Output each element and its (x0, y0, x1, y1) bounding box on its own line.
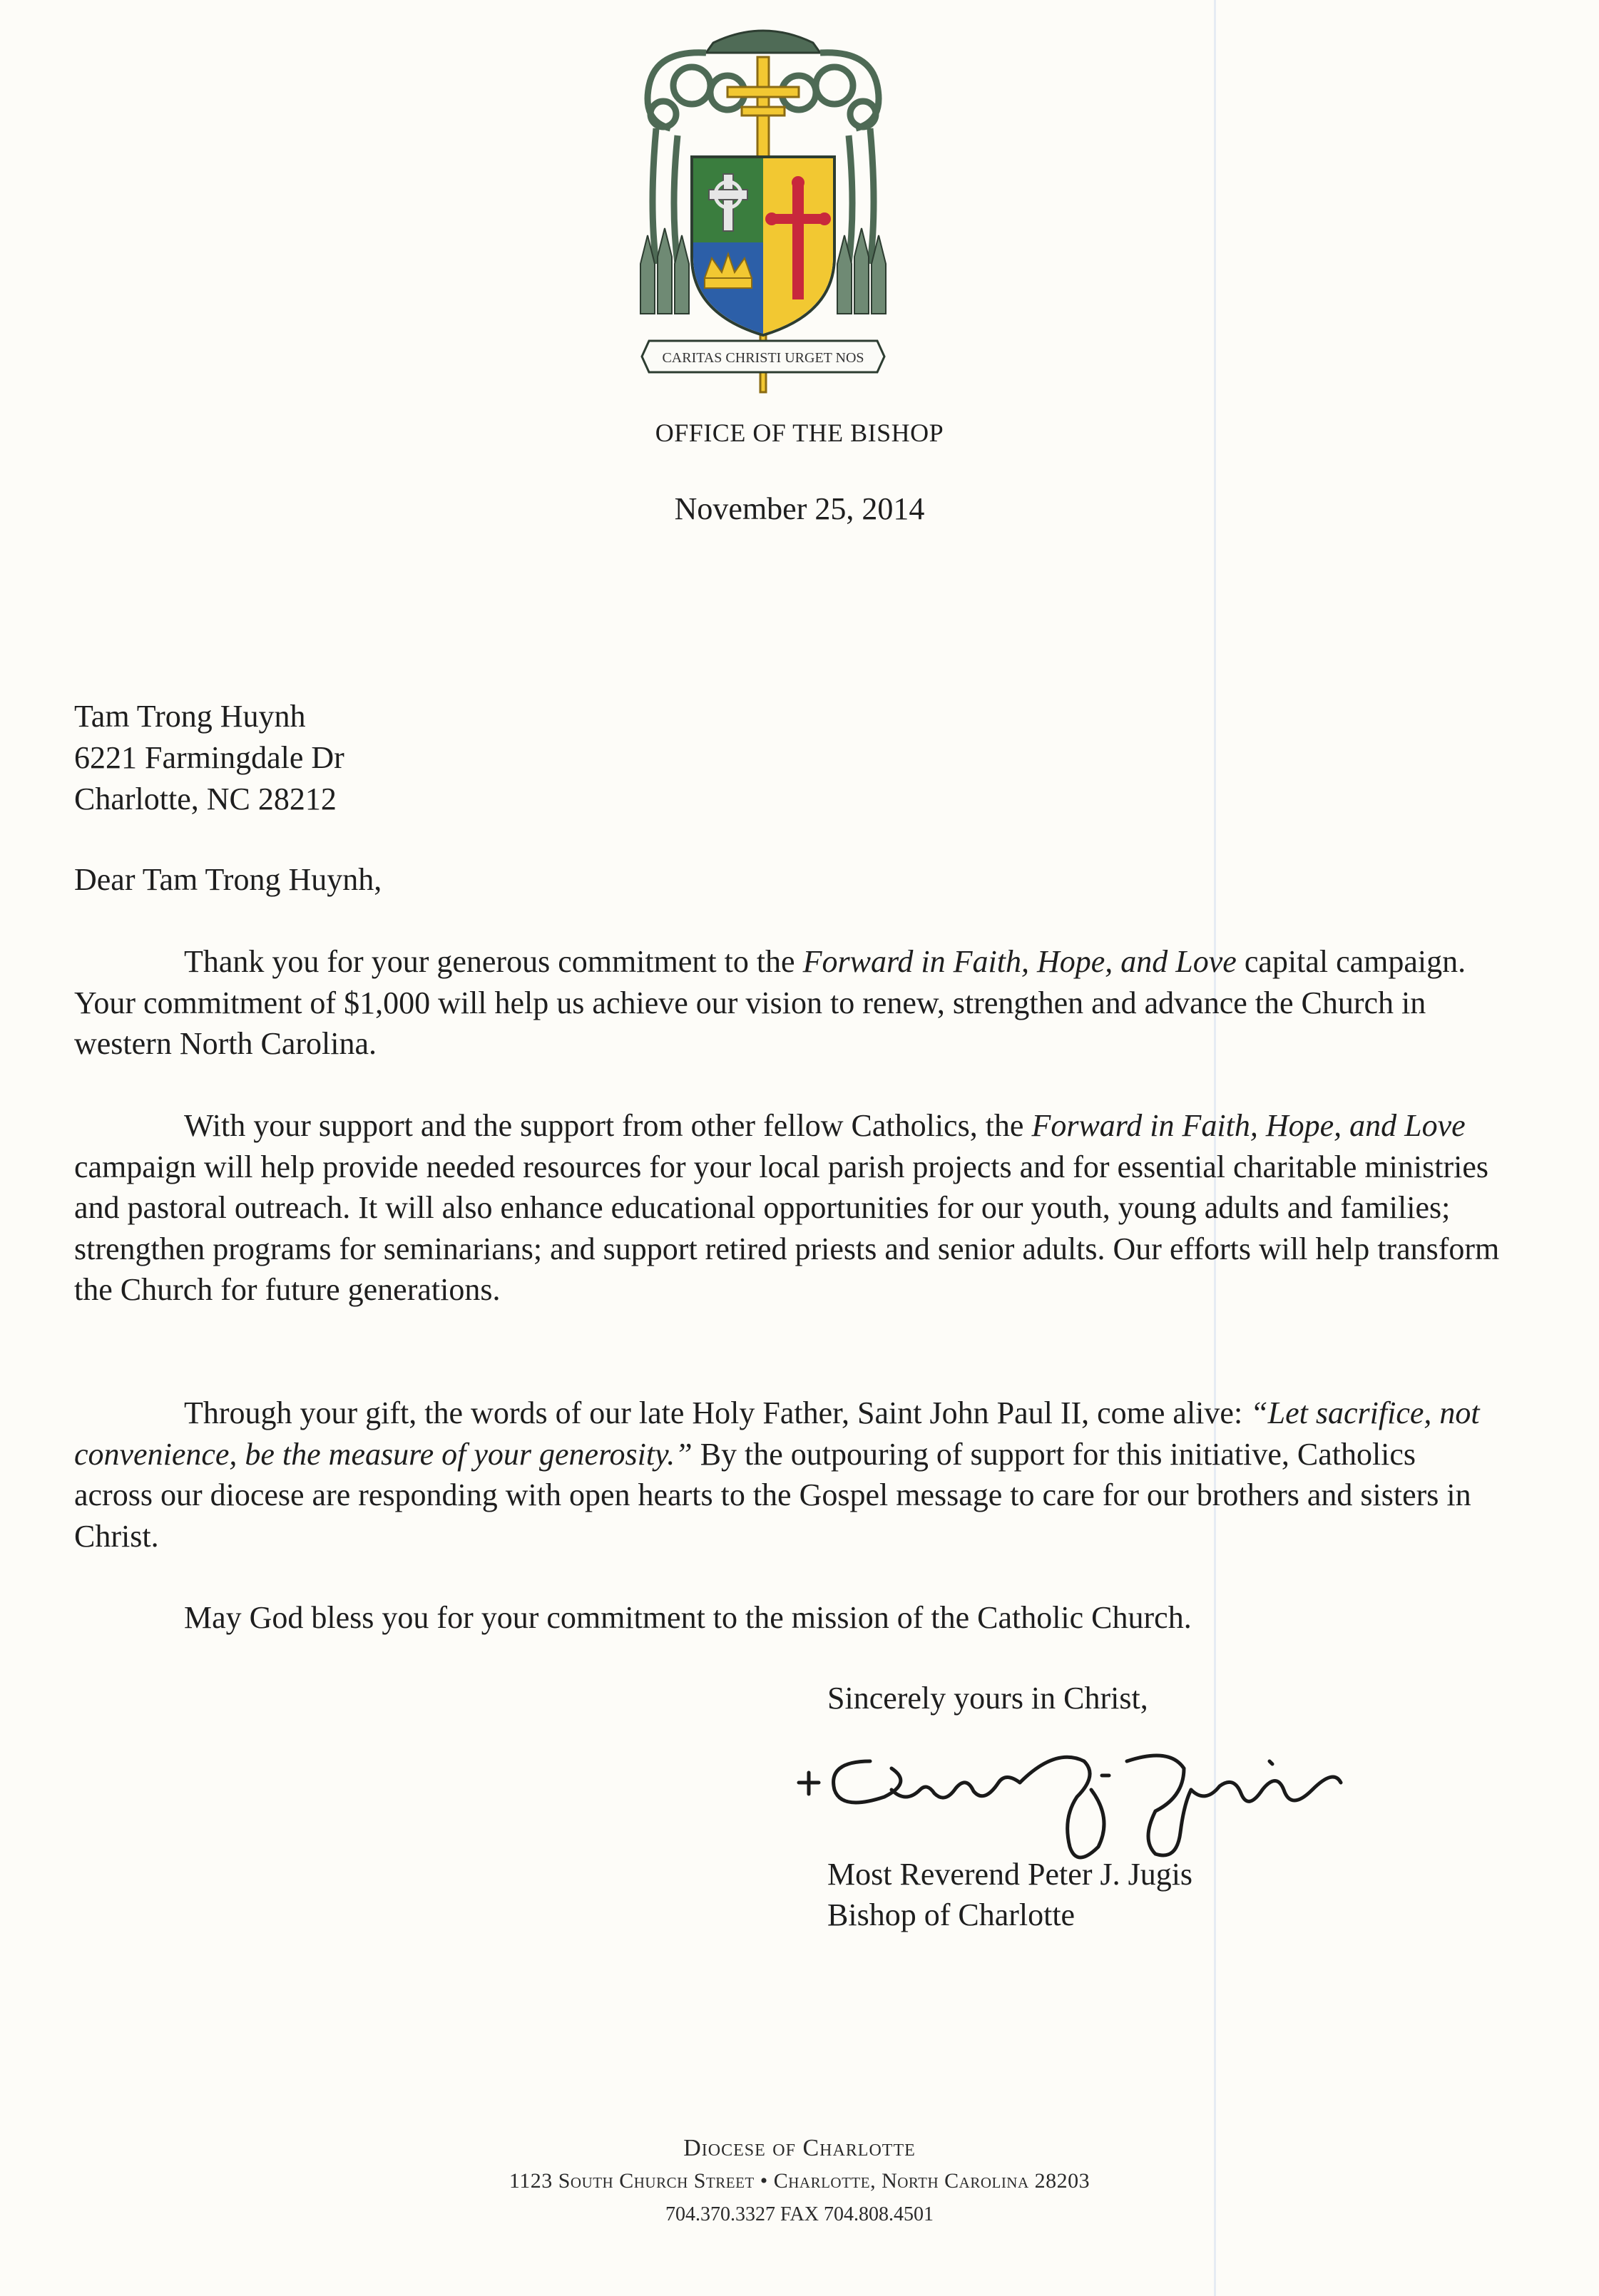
signer-name: Most Reverend Peter J. Jugis (827, 1857, 1193, 1892)
p3-text-a: Through your gift, the words of our late Holy Father, Saint John Paul II, come alive: (184, 1395, 1251, 1430)
body-paragraph-2 (74, 1105, 1501, 1311)
handwritten-signature (785, 1733, 1355, 1861)
closing: Sincerely yours in Christ, (827, 1681, 1148, 1716)
body-paragraph-1 (74, 941, 1501, 1065)
crest-motto: CARITAS CHRISTI URGET NOS (662, 350, 864, 366)
recipient-street: 6221 Farmingdale Dr (74, 740, 344, 775)
recipient-city: Charlotte, NC 28212 (74, 781, 337, 816)
recipient-name: Tam Trong Huynh (74, 699, 306, 734)
signer-title: Bishop of Charlotte (827, 1897, 1076, 1932)
quote: “Let sacrifice, not convenience, be the measure of your generosity.” (74, 1395, 1480, 1472)
p2-text-a: With your support and the support from other fellow Catholics, the (184, 1108, 1032, 1143)
p2-text-b: campaign will help provide needed resources for your local parish projects and for essential charitable ministries and pastoral outreach. It will also enhance educational opportunities for our youth, young adults and families; strengthen programs for seminarians; and support retired priests and senior adults. Our efforts will help transform the Church for future generations. (74, 1149, 1500, 1307)
letter-date: November 25, 2014 (674, 491, 925, 526)
campaign-name: Forward in Faith, Hope, and Love (1031, 1108, 1466, 1143)
bishop-coat-of-arms (620, 21, 906, 399)
footer-org: Diocese of Charlotte (683, 2135, 916, 2161)
p1-text-b: capital campaign. Your commitment of $1,000 will help us achieve our vision to renew, strengthen and advance the Church in western North Carolina. (74, 944, 1466, 1061)
signer-block (827, 1854, 1192, 1935)
footer-phone: 704.370.3327 FAX 704.808.4501 (665, 2203, 934, 2225)
body-paragraph-4 (74, 1597, 1501, 1639)
letterhead-office: OFFICE OF THE BISHOP (655, 419, 944, 447)
salutation: Dear Tam Trong Huynh, (74, 862, 382, 897)
p3-text-b: By the outpouring of support for this initiative, Catholics across our diocese are responding with open hearts to the Gospel message to care for our brothers and sisters in Christ. (74, 1436, 1471, 1554)
p4-text: May God bless you for your commitment to the mission of the Catholic Church. (184, 1600, 1192, 1635)
recipient-address (74, 696, 344, 820)
footer-address: 1123 South Church Street • Charlotte, North Carolina 28203 (509, 2169, 1090, 2193)
body-paragraph-3 (74, 1393, 1501, 1557)
campaign-name: Forward in Faith, Hope, and Love (802, 944, 1237, 979)
p1-text-a: Thank you for your generous commitment to the (184, 944, 803, 979)
